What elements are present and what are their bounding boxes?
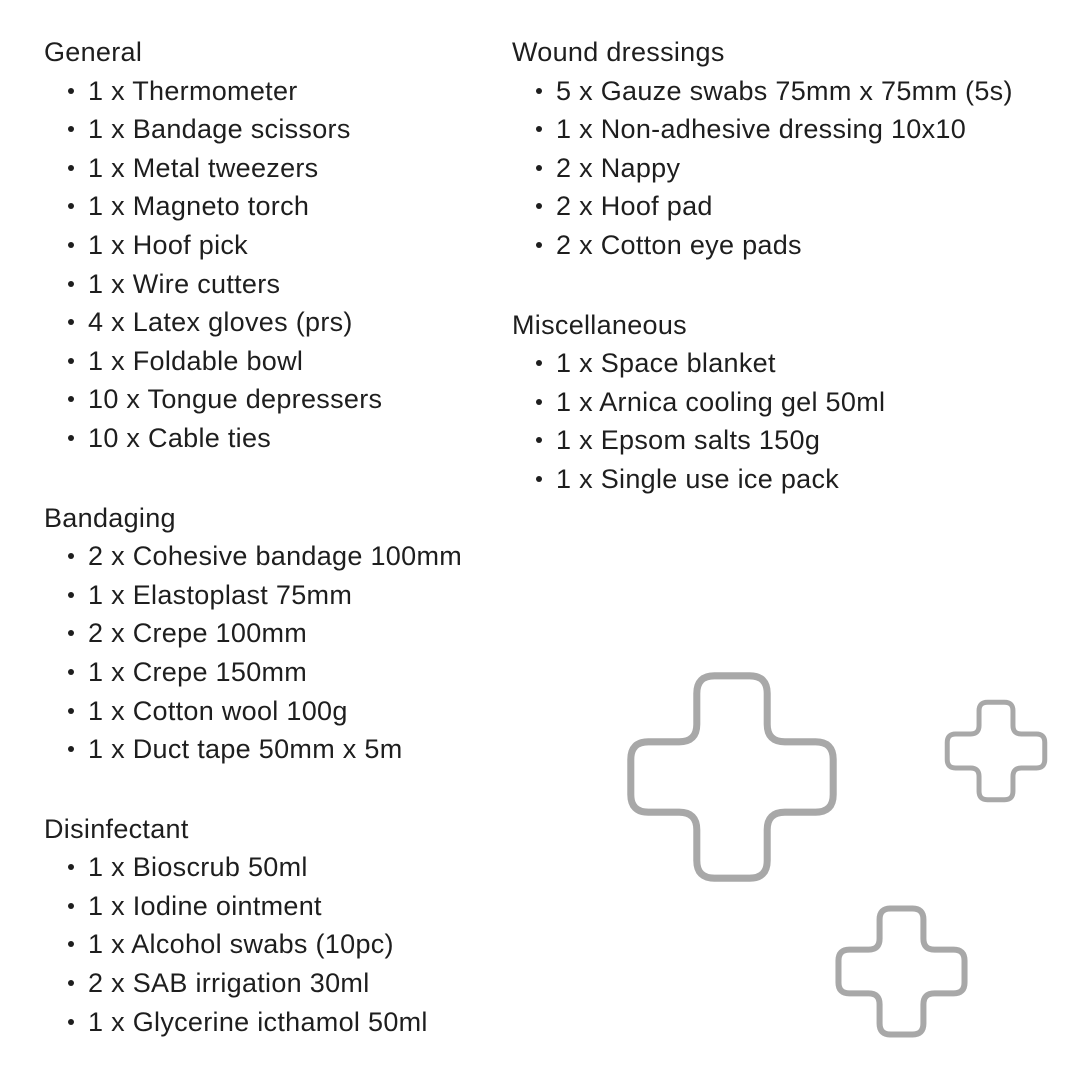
left-column: [44, 33, 509, 1041]
list-item: 10 x Cable ties: [88, 419, 509, 458]
list-item: 1 x Glycerine icthamol 50ml: [88, 1003, 509, 1042]
section-title: Bandaging: [44, 502, 176, 533]
list-item: 2 x Hoof pad: [556, 187, 1072, 226]
list-item: 1 x Single use ice pack: [556, 460, 1072, 499]
list-item: 1 x Crepe 150mm: [88, 653, 509, 692]
list-item: 1 x Wire cutters: [88, 265, 509, 304]
list-item: 2 x Cohesive bandage 100mm: [88, 537, 509, 576]
list-item: 10 x Tongue depressers: [88, 380, 509, 419]
list-item: 5 x Gauze swabs 75mm x 75mm (5s): [556, 72, 1072, 111]
list-item: 1 x Bandage scissors: [88, 110, 509, 149]
plus-outline-small-icon: [943, 698, 1049, 804]
section-general: [44, 33, 509, 458]
item-list: [44, 72, 509, 458]
section-bandaging: [44, 499, 509, 769]
section-miscellaneous: [512, 306, 1072, 499]
list-item: 1 x Iodine ointment: [88, 887, 509, 926]
list-item: 1 x Metal tweezers: [88, 149, 509, 188]
plus-outline-medium-icon: [833, 903, 970, 1040]
list-item: 1 x Space blanket: [556, 344, 1072, 383]
list-item: 1 x Epsom salts 150g: [556, 421, 1072, 460]
list-item: 2 x Cotton eye pads: [556, 226, 1072, 265]
item-list: [44, 537, 509, 769]
list-item: 1 x Elastoplast 75mm: [88, 576, 509, 615]
list-item: 4 x Latex gloves (prs): [88, 303, 509, 342]
section-title: Disinfectant: [44, 813, 189, 844]
plus-outline-large-icon: [622, 667, 842, 887]
list-item: 2 x SAB irrigation 30ml: [88, 964, 509, 1003]
list-item: 2 x Nappy: [556, 149, 1072, 188]
item-list: [512, 344, 1072, 498]
list-item: 1 x Alcohol swabs (10pc): [88, 925, 509, 964]
section-title: General: [44, 37, 143, 67]
list-item: 1 x Bioscrub 50ml: [88, 848, 509, 887]
section-title: Wound dressings: [512, 37, 725, 67]
section-disinfectant: [44, 810, 509, 1042]
list-item: 1 x Arnica cooling gel 50ml: [556, 383, 1072, 422]
list-item: 2 x Crepe 100mm: [88, 614, 509, 653]
list-item: 1 x Foldable bowl: [88, 342, 509, 381]
list-item: 1 x Cotton wool 100g: [88, 692, 509, 731]
item-list: [44, 848, 509, 1041]
list-item: 1 x Duct tape 50mm x 5m: [88, 730, 509, 769]
list-item: 1 x Magneto torch: [88, 187, 509, 226]
list-item: 1 x Thermometer: [88, 72, 509, 111]
section-wound-dressings: [512, 33, 1072, 265]
item-list: [512, 72, 1072, 265]
section-title: Miscellaneous: [512, 309, 687, 340]
right-column: [512, 33, 1072, 499]
list-item: 1 x Hoof pick: [88, 226, 509, 265]
list-item: 1 x Non-adhesive dressing 10x10: [556, 110, 1072, 149]
